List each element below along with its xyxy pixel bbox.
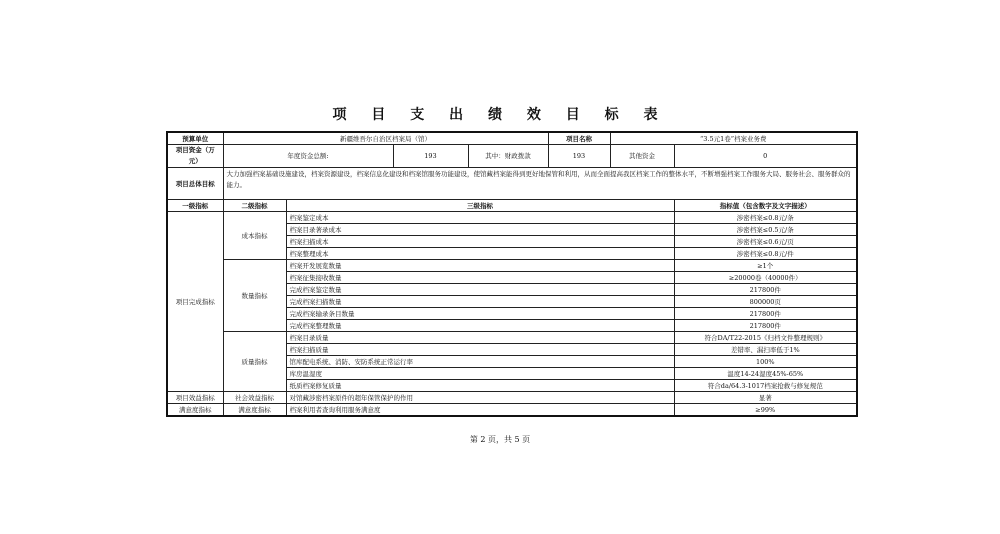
level2-quantity: 数量指标	[223, 260, 286, 332]
indicator-name: 完成档案扫描数量	[286, 296, 674, 308]
indicator-value: 涉密档案≤0.8元/条	[674, 212, 857, 224]
indicator-value: 800000页	[674, 296, 857, 308]
page-title: 项 目 支 出 绩 效 目 标 表	[332, 107, 668, 123]
fiscal-value: 193	[548, 145, 610, 168]
header-row-unit	[167, 132, 857, 145]
indicator-value: 涉密档案≤0.8元/件	[674, 248, 857, 260]
indicator-value: 217800件	[674, 284, 857, 296]
annual-total-value: 193	[393, 145, 468, 168]
table-row	[167, 332, 857, 344]
indicator-value: 符合da/64.3-1017档案抢救与修复规范	[674, 380, 857, 392]
indicator-name: 纸质档案修复质量	[286, 380, 674, 392]
level2-cost: 成本指标	[223, 212, 286, 260]
summary-text: 大力加强档案基础设施建设，档案资源建设，档案信息化建设和档案馆服务功能建设，使馆藏档案能得到更好地保管和利用，从而全面提高我区档案工作的整体水平，不断增强档案工作服务大局、服务社会、服务群众的能力。	[223, 168, 857, 200]
table-row	[167, 392, 857, 404]
indicator-name: 档案鉴定成本	[286, 212, 674, 224]
indicator-value: 涉密档案≤0.5元/条	[674, 224, 857, 236]
funds-label: 项目资金（万元）	[167, 145, 223, 168]
project-name-label: 项目名称	[548, 132, 610, 145]
indicator-value: ≥20000卷（40000件）	[674, 272, 857, 284]
other-value: 0	[674, 145, 857, 168]
project-name-value: “3.5元1卷”档案业务费	[610, 132, 857, 145]
level1-satisfaction: 满意度指标	[167, 404, 223, 417]
indicator-name: 完成档案整理数量	[286, 320, 674, 332]
indicator-value: 217800件	[674, 308, 857, 320]
col-value: 指标值（包含数字及文字描述）	[674, 200, 857, 212]
page-footer: 第 2 页，共 5 页	[469, 435, 531, 444]
level2-social: 社会效益指标	[223, 392, 286, 404]
budget-unit-value: 新疆维吾尔自治区档案局（馆）	[223, 132, 548, 145]
indicator-value: 显著	[674, 392, 857, 404]
table-row	[167, 404, 857, 417]
indicator-name: 对馆藏涉密档案原件的超年保管保护的作用	[286, 392, 674, 404]
header-row-funds	[167, 145, 857, 168]
indicator-value: 涉密档案≤0.6元/页	[674, 236, 857, 248]
indicator-name: 档案开发展览数量	[286, 260, 674, 272]
indicator-name: 完成档案鉴定数量	[286, 284, 674, 296]
table-row	[167, 212, 857, 224]
indicator-value: 符合DA/T22-2015《归档文件整理规则》	[674, 332, 857, 344]
indicator-name: 库房温湿度	[286, 368, 674, 380]
indicator-name: 完成档案输录条目数量	[286, 308, 674, 320]
indicator-name: 档案整理成本	[286, 248, 674, 260]
indicator-value: 217800件	[674, 320, 857, 332]
indicator-value: 温度14-24湿度45%-65%	[674, 368, 857, 380]
level1-completion: 项目完成指标	[167, 212, 223, 392]
col-level3: 三级指标	[286, 200, 674, 212]
column-header-row	[167, 200, 857, 212]
summary-label: 项目总体目标	[167, 168, 223, 200]
budget-unit-label: 预算单位	[167, 132, 223, 145]
level2-satisfaction: 满意度指标	[223, 404, 286, 417]
fiscal-label: 其中：财政拨款	[468, 145, 548, 168]
indicator-name: 档案利用者查询利用服务满意度	[286, 404, 674, 417]
indicator-name: 档案征集接收数量	[286, 272, 674, 284]
annual-total-label: 年度资金总额:	[223, 145, 393, 168]
level2-quality: 质量指标	[223, 332, 286, 392]
col-level1: 一级指标	[167, 200, 223, 212]
indicator-name: 档案目录质量	[286, 332, 674, 344]
indicator-value: ≥99%	[674, 404, 857, 417]
indicator-value: 100%	[674, 356, 857, 368]
indicator-name: 馆库配电系统、消防、安防系统正常运行率	[286, 356, 674, 368]
indicator-value: 差错率、漏扫率低于1%	[674, 344, 857, 356]
other-label: 其他资金	[610, 145, 674, 168]
indicator-name: 档案目录著录成本	[286, 224, 674, 236]
col-level2: 二级指标	[223, 200, 286, 212]
indicator-name: 档案扫描质量	[286, 344, 674, 356]
performance-table	[166, 131, 858, 417]
header-row-summary	[167, 168, 857, 200]
indicator-value: ≥1个	[674, 260, 857, 272]
level1-benefit: 项目效益指标	[167, 392, 223, 404]
table-row	[167, 260, 857, 272]
indicator-name: 档案扫描成本	[286, 236, 674, 248]
